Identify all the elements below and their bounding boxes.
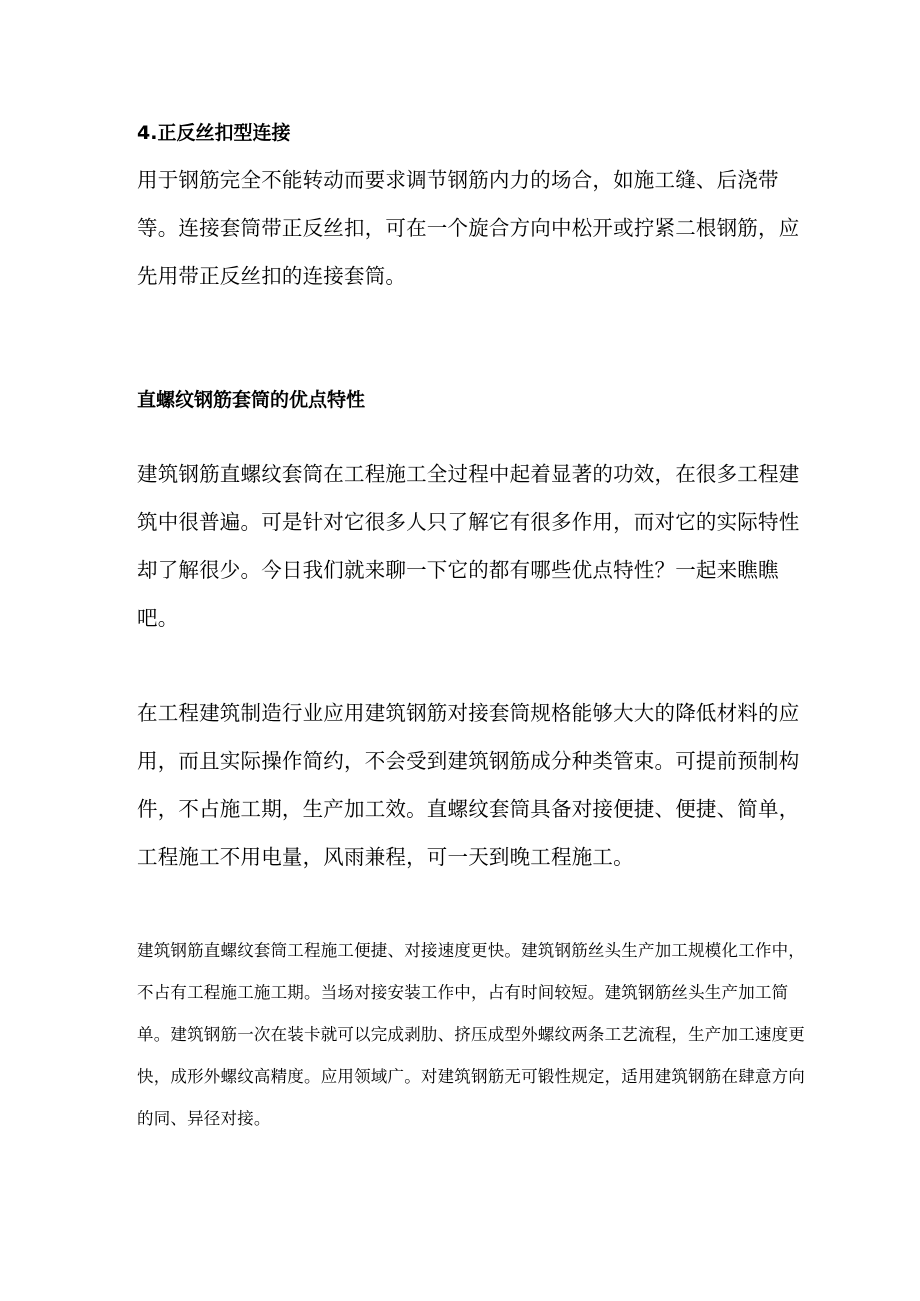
advantages-heading: 直螺纹钢筋套筒的优点特性 — [137, 389, 366, 411]
advantages-paragraph-1: 建筑钢筋直螺纹套筒在工程施工全过程中起着显著的功效，在很多工程建筑中很普遍。可是针对它很多人只了解它有很多作用，而对它的实际特性却了解很少。今日我们就来聊一下它的都有哪些优点特性？一起来瞧瞧吧。 — [137, 462, 800, 630]
section-4-body: 用于钢筋完全不能转动而要求调节钢筋内力的场合，如施工缝、后浇带等。连接套筒带正反丝扣，可在一个旋合方向中松开或拧紧二根钢筋，应先用带正反丝扣的连接套筒。 — [137, 168, 800, 288]
section-4-heading: 4.正反丝扣型连接 — [137, 122, 291, 144]
advantages-paragraph-3: 建筑钢筋直螺纹套筒工程施工便捷、对接速度更快。建筑钢筋丝头生产加工规模化工作中，不占有工程施工施工期。当场对接安装工作中，占有时间较短。建筑钢筋丝头生产加工简单。建筑钢筋一次在装卡就可以完成剥肋、挤压成型外螺纹两条工艺流程，生产加工速度更快，成形外螺纹高精度。应用领域广。对建筑钢筋无可锻性规定，适用建筑钢筋在肆意方向的同、异径对接。 — [137, 941, 805, 1128]
advantages-paragraph-2: 在工程建筑制造行业应用建筑钢筋对接套筒规格能够大大的降低材料的应用，而且实际操作简约，不会受到建筑钢筋成分种类管束。可提前预制构件，不占施工期，生产加工效。直螺纹套筒具备对接便捷、便捷、简单，工程施工不用电量，风雨兼程，可一天到晚工程施工。 — [137, 701, 800, 869]
